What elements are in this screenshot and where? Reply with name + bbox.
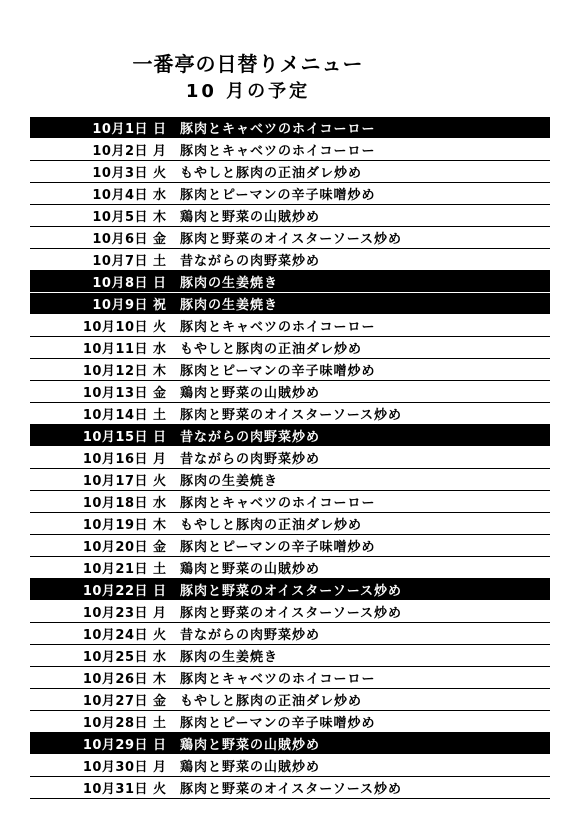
menu-row — [30, 337, 550, 359]
weekday-cell: 木 — [153, 672, 167, 687]
dish-cell: 豚肉の生姜焼き — [180, 474, 279, 489]
dish-cell: もやしと豚肉の正油ダレ炒め — [180, 694, 363, 709]
weekday-cell: 火 — [153, 166, 167, 181]
menu-row — [30, 271, 550, 293]
menu-row — [30, 293, 550, 315]
menu-row — [30, 183, 550, 205]
dish-cell: 豚肉の生姜焼き — [180, 650, 279, 665]
date-cell: 10月8日 — [92, 276, 148, 291]
dish-cell: 豚肉と野菜のオイスターソース炒め — [180, 232, 403, 247]
weekday-cell: 月 — [153, 452, 167, 467]
weekday-cell: 木 — [153, 518, 167, 533]
menu-table — [30, 117, 550, 799]
weekday-cell: 土 — [153, 408, 167, 423]
weekday-cell: 金 — [153, 540, 167, 555]
menu-row — [30, 491, 550, 513]
dish-cell: もやしと豚肉の正油ダレ炒め — [180, 166, 363, 181]
weekday-cell: 金 — [153, 232, 167, 247]
date-cell: 10月16日 — [82, 452, 148, 467]
menu-row — [30, 733, 550, 755]
menu-row — [30, 557, 550, 579]
menu-row — [30, 513, 550, 535]
weekday-cell: 火 — [153, 628, 167, 643]
dish-cell: 豚肉とキャベツのホイコーロー — [180, 320, 376, 335]
date-cell: 10月22日 — [82, 584, 148, 599]
dish-cell: 豚肉とキャベツのホイコーロー — [180, 144, 376, 159]
date-cell: 10月2日 — [92, 144, 148, 159]
date-cell: 10月6日 — [92, 232, 148, 247]
date-cell: 10月26日 — [82, 672, 148, 687]
date-cell: 10月14日 — [82, 408, 148, 423]
date-cell: 10月20日 — [82, 540, 148, 555]
menu-row — [30, 227, 550, 249]
weekday-cell: 水 — [153, 188, 167, 203]
date-cell: 10月24日 — [82, 628, 148, 643]
weekday-cell: 日 — [153, 122, 167, 137]
date-cell: 10月12日 — [82, 364, 148, 379]
dish-cell: 鶏肉と野菜の山賊炒め — [180, 738, 321, 753]
dish-cell: 鶏肉と野菜の山賊炒め — [180, 562, 321, 577]
menu-row — [30, 777, 550, 799]
menu-row — [30, 469, 550, 491]
dish-cell: 昔ながらの肉野菜炒め — [180, 254, 321, 269]
menu-row — [30, 579, 550, 601]
weekday-cell: 日 — [153, 584, 167, 599]
dish-cell: 豚肉とピーマンの辛子味噌炒め — [180, 364, 376, 379]
date-cell: 10月17日 — [82, 474, 148, 489]
date-cell: 10月19日 — [82, 518, 148, 533]
menu-row — [30, 755, 550, 777]
date-cell: 10月13日 — [82, 386, 148, 401]
weekday-cell: 土 — [153, 716, 167, 731]
weekday-cell: 土 — [153, 254, 167, 269]
weekday-cell: 月 — [153, 760, 167, 775]
menu-row — [30, 205, 550, 227]
date-cell: 10月31日 — [82, 782, 148, 797]
menu-row — [30, 689, 550, 711]
dish-cell: 豚肉とキャベツのホイコーロー — [180, 122, 376, 137]
weekday-cell: 水 — [153, 650, 167, 665]
page-subtitle: 10 月の予定 — [185, 81, 311, 102]
weekday-cell: 土 — [153, 562, 167, 577]
menu-row — [30, 117, 550, 139]
date-cell: 10月23日 — [82, 606, 148, 621]
dish-cell: 鶏肉と野菜の山賊炒め — [180, 760, 321, 775]
dish-cell: 豚肉とキャベツのホイコーロー — [180, 496, 376, 511]
dish-cell: 豚肉と野菜のオイスターソース炒め — [180, 584, 403, 599]
date-cell: 10月9日 — [92, 298, 148, 313]
menu-row — [30, 535, 550, 557]
dish-cell: 鶏肉と野菜の山賊炒め — [180, 210, 321, 225]
date-cell: 10月1日 — [92, 122, 148, 137]
dish-cell: 豚肉と野菜のオイスターソース炒め — [180, 408, 403, 423]
date-cell: 10月27日 — [82, 694, 148, 709]
menu-row — [30, 403, 550, 425]
dish-cell: 豚肉の生姜焼き — [180, 276, 279, 291]
dish-cell: 昔ながらの肉野菜炒め — [180, 628, 321, 643]
dish-cell: 豚肉とキャベツのホイコーロー — [180, 672, 376, 687]
weekday-cell: 日 — [153, 430, 167, 445]
menu-row — [30, 139, 550, 161]
date-cell: 10月4日 — [92, 188, 148, 203]
weekday-cell: 日 — [153, 276, 167, 291]
menu-row — [30, 425, 550, 447]
menu-row — [30, 711, 550, 733]
weekday-cell: 火 — [153, 782, 167, 797]
dish-cell: 鶏肉と野菜の山賊炒め — [180, 386, 321, 401]
date-cell: 10月18日 — [82, 496, 148, 511]
menu-row — [30, 601, 550, 623]
date-cell: 10月15日 — [82, 430, 148, 445]
menu-row — [30, 645, 550, 667]
weekday-cell: 火 — [153, 474, 167, 489]
weekday-cell: 月 — [153, 606, 167, 621]
dish-cell: 豚肉とピーマンの辛子味噌炒め — [180, 188, 376, 203]
weekday-cell: 木 — [153, 364, 167, 379]
weekday-cell: 水 — [153, 342, 167, 357]
date-cell: 10月28日 — [82, 716, 148, 731]
menu-row — [30, 315, 550, 337]
menu-row — [30, 161, 550, 183]
menu-row — [30, 623, 550, 645]
dish-cell: もやしと豚肉の正油ダレ炒め — [180, 518, 363, 533]
menu-row — [30, 381, 550, 403]
menu-row — [30, 249, 550, 271]
menu-row — [30, 359, 550, 381]
weekday-cell: 金 — [153, 386, 167, 401]
dish-cell: もやしと豚肉の正油ダレ炒め — [180, 342, 363, 357]
date-cell: 10月30日 — [82, 760, 148, 775]
weekday-cell: 水 — [153, 496, 167, 511]
weekday-cell: 金 — [153, 694, 167, 709]
weekday-cell: 木 — [153, 210, 167, 225]
dish-cell: 豚肉の生姜焼き — [180, 298, 279, 313]
date-cell: 10月11日 — [82, 342, 148, 357]
date-cell: 10月21日 — [82, 562, 148, 577]
weekday-cell: 火 — [153, 320, 167, 335]
date-cell: 10月25日 — [82, 650, 148, 665]
weekday-cell: 日 — [153, 738, 167, 753]
dish-cell: 豚肉と野菜のオイスターソース炒め — [180, 606, 403, 621]
weekday-cell: 月 — [153, 144, 167, 159]
dish-cell: 昔ながらの肉野菜炒め — [180, 430, 321, 445]
menu-row — [30, 447, 550, 469]
dish-cell: 豚肉とピーマンの辛子味噌炒め — [180, 540, 376, 555]
weekday-cell: 祝 — [153, 298, 167, 313]
date-cell: 10月29日 — [82, 738, 148, 753]
date-cell: 10月5日 — [92, 210, 148, 225]
dish-cell: 昔ながらの肉野菜炒め — [180, 452, 321, 467]
dish-cell: 豚肉と野菜のオイスターソース炒め — [180, 782, 403, 797]
date-cell: 10月7日 — [92, 254, 148, 269]
page-title: 一番亭の日替りメニュー — [132, 52, 364, 76]
menu-row — [30, 667, 550, 689]
date-cell: 10月10日 — [82, 320, 148, 335]
date-cell: 10月3日 — [92, 166, 148, 181]
dish-cell: 豚肉とピーマンの辛子味噌炒め — [180, 716, 376, 731]
